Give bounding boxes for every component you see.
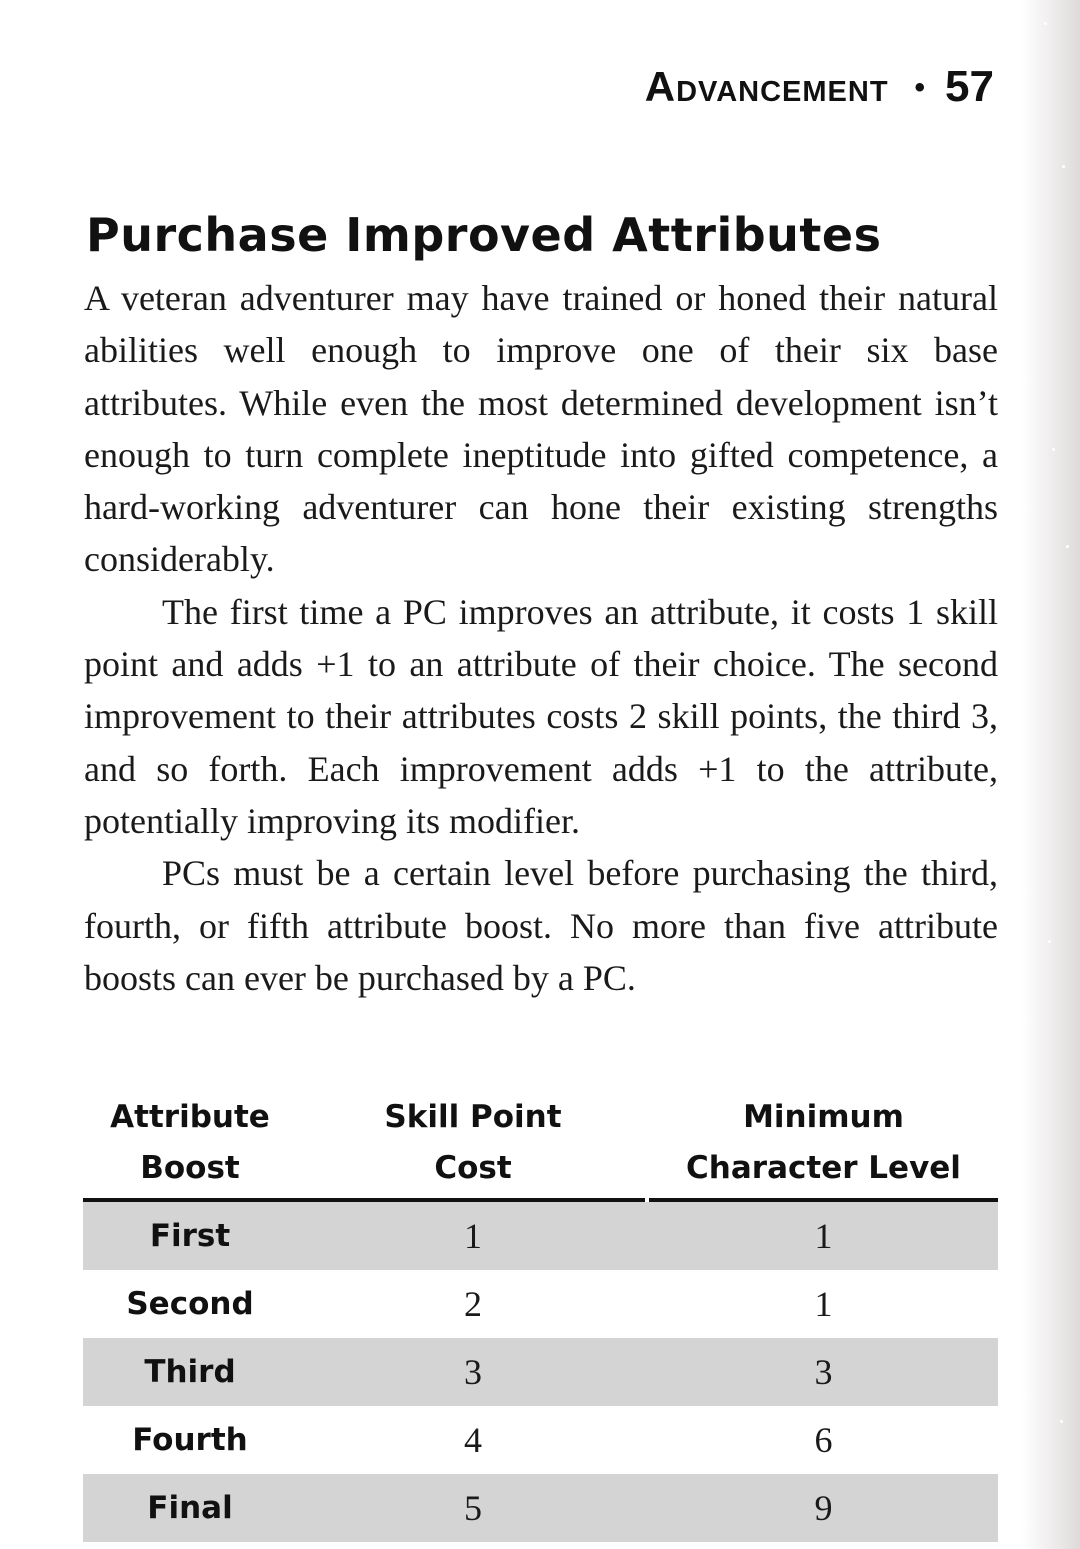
- sparkle: [1066, 545, 1069, 548]
- table-row: [83, 1406, 998, 1474]
- sparkle: [1044, 22, 1047, 25]
- cost-cell: 3: [464, 1352, 482, 1392]
- level-cell: 9: [814, 1488, 833, 1528]
- paragraph-2: The first time a PC improves an attribute, it costs 1 skill point and adds +1 to an attribute of their choice. The second improvement to their attributes costs 2 skill points, the third 3, and so forth. Each improvement adds +1 to the attribute, potentially improving its modifier.: [84, 591, 998, 841]
- table-row: [83, 1270, 998, 1338]
- cost-cell: 5: [464, 1488, 482, 1528]
- header-line: Cost: [434, 1150, 512, 1186]
- boost-cell: Third: [144, 1354, 236, 1390]
- page-number: 57: [945, 62, 994, 111]
- header-line: Character Level: [686, 1150, 961, 1186]
- attribute-boost-table: [83, 1088, 998, 1542]
- rule-segment: [83, 1198, 645, 1202]
- boost-cell: Fourth: [132, 1422, 248, 1458]
- header-minimum-character-level: [649, 1092, 998, 1194]
- body-text: [84, 272, 998, 1004]
- level-cell: 1: [814, 1216, 833, 1256]
- cost-cell: 4: [464, 1420, 482, 1460]
- paragraph-1: A veteran adventurer may have trained or honed their natural abilities well enough to improve one of their six base attributes. While even the most determined development isn’t enough to turn complete ineptitude into gifted competence, a hard-working adventurer can hone their existing strengths considerably.: [84, 278, 998, 580]
- header-skill-point-cost: [297, 1092, 649, 1194]
- bullet-separator: •: [914, 71, 926, 104]
- level-cell: 6: [814, 1420, 833, 1460]
- rule-segment: [649, 1198, 998, 1202]
- header-line: Skill Point: [384, 1099, 562, 1135]
- page-edge-decoration: [1022, 0, 1080, 1549]
- boost-cell: Final: [147, 1490, 233, 1526]
- level-cell: 3: [814, 1352, 833, 1392]
- running-head: [645, 62, 994, 112]
- table-header: [83, 1088, 998, 1198]
- section-heading: Purchase Improved Attributes: [86, 208, 882, 262]
- header-line: Boost: [140, 1150, 240, 1186]
- sparkle: [1048, 940, 1051, 943]
- header-rule: [83, 1198, 998, 1202]
- header-line: Attribute: [110, 1099, 270, 1135]
- table-row: [83, 1474, 998, 1542]
- paragraph-3: PCs must be a certain level before purchasing the third, fourth, or fifth attribute boost. No more than five attribute boosts can ever be purchased by a PC.: [84, 853, 998, 998]
- level-cell: 1: [814, 1284, 833, 1324]
- sparkle: [1052, 448, 1055, 451]
- header-line: Minimum: [743, 1099, 904, 1135]
- boost-cell: Second: [126, 1286, 254, 1322]
- boost-cell: First: [149, 1218, 231, 1254]
- header-attribute-boost: [83, 1092, 297, 1194]
- sparkle: [1060, 1420, 1063, 1423]
- table-row: [83, 1202, 998, 1270]
- cost-cell: 2: [464, 1284, 482, 1324]
- table-row: [83, 1338, 998, 1406]
- sparkle: [1062, 165, 1065, 168]
- chapter-title: Advancement: [644, 63, 889, 110]
- cost-cell: 1: [464, 1216, 482, 1256]
